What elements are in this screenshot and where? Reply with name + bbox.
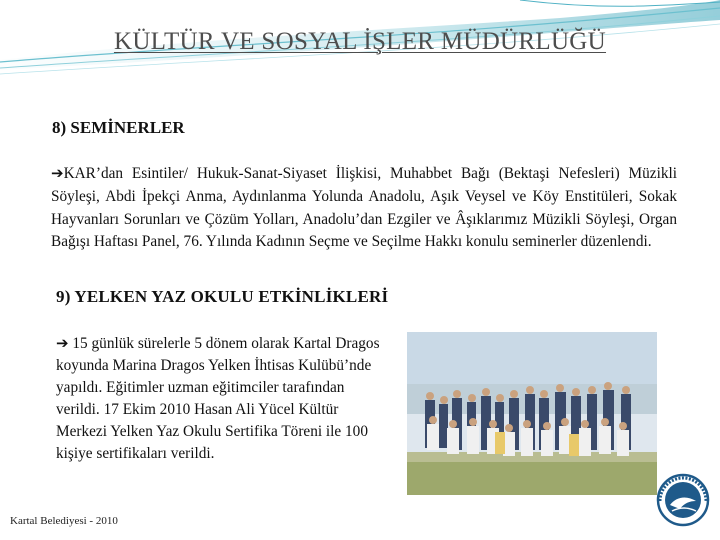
kartal-belediyesi-logo [656,471,710,529]
yelken-paragraph [56,332,391,465]
footer-text: Kartal Belediyesi - 2010 [10,515,118,527]
arrow-right-icon: ➔ [56,334,69,352]
section-heading-seminerler: 8) SEMİNERLER [52,118,185,137]
group-photo [407,332,657,495]
yelken-text: 15 günlük sürelerle 5 dönem olarak Kartal Dragos koyunda Marina Dragos Yelken İhtisas Kulübü’nde yapıldı. Eğitimler uzman eğitimciler tarafından verildi. 17 Ekim 2010 Hasan Ali Yücel Kültür Merkezi Yelken Yaz Okulu Sertifika Töreni ile 100 kişiye sertifikaları verildi. [56,335,380,462]
section-heading-yelken: 9) YELKEN YAZ OKULU ETKİNLİKLERİ [56,287,389,306]
seminerler-text: KAR’dan Esintiler/ Hukuk-Sanat-Siyaset İlişkisi, Muhabbet Bağı (Bektaşi Nefesleri) Müzikli Söyleşi, Abdi İpekçi Anma, Aydınlanma Yolunda Anadolu, Aşık Veysel ve Köy Enstitüleri, Sokak Hayvanları Sorunları ve Çözüm Yolları, Anadolu’dan Ezgiler ve Âşıklarımız Müzikli Söyleşi, Organ Bağışı Haftası Panel, 76. Yılında Kadının Seçme ve Seçilme Hakkı konulu seminerler düzenlendi. [51,165,677,251]
page-title: KÜLTÜR VE SOSYAL İŞLER MÜDÜRLÜĞÜ [113,28,607,55]
seminerler-paragraph [51,162,677,254]
arrow-right-icon: ➔ [51,164,64,182]
